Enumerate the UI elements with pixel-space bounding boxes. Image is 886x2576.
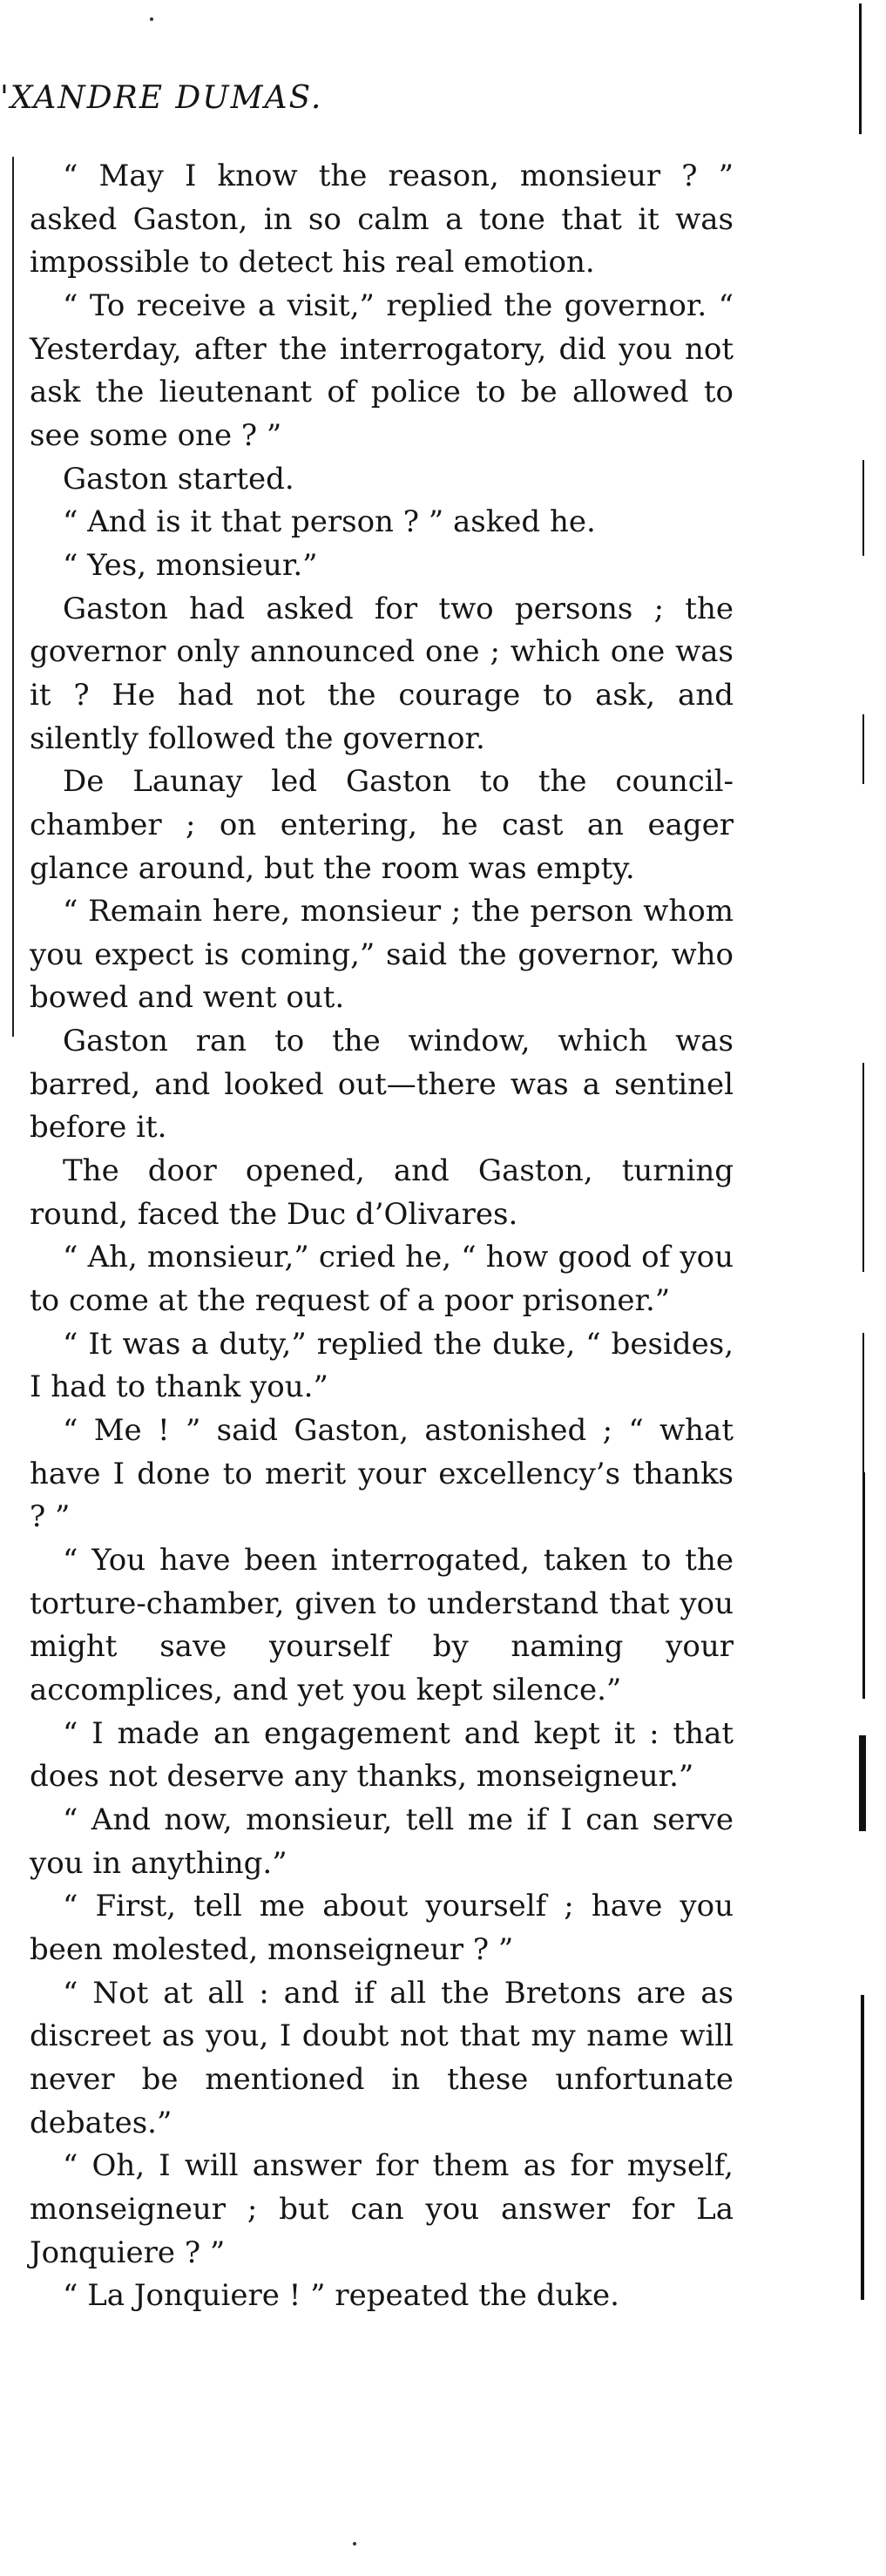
scan-dot-bottom — [353, 2542, 356, 2546]
paragraph-19: “ Oh, I will answer for them as for myself, monseigneur ; but can you answer for La Jonquiere ? ” — [30, 2148, 734, 2270]
scan-dot-top — [150, 17, 153, 21]
paragraph-12: “ It was a duty,” replied the duke, “ besides, I had to thank you.” — [30, 1326, 734, 1405]
edge-mark-middle-2 — [862, 1333, 864, 1472]
paragraph-5: “ Yes, monsieur.” — [63, 547, 318, 583]
edge-mark-middle — [862, 1063, 864, 1272]
paragraph-2: “ To receive a visit,” replied the governor. “ Yesterday, after the interrogatory, did you not ask the lieutenant of police to be allowed to see some one ? ” — [30, 287, 734, 453]
paragraph-18: “ Not at all : and if all the Bretons are as discreet as you, I doubt not that my name will never be mentioned in these unfortunate debates.” — [30, 1975, 734, 2140]
edge-mark-lower — [862, 1472, 865, 1699]
paragraph-9: Gaston ran to the window, which was barred, and looked out—there was a sentinel before it. — [30, 1024, 734, 1146]
paragraph-15: “ I made an engagement and kept it : that does not deserve any thanks, monseigneur.” — [30, 1715, 734, 1795]
paragraph-3: Gaston started. — [63, 461, 294, 497]
paragraph-1: “ May I know the reason, monsieur ? ” asked Gaston, in so calm a tone that it was impossible to detect his real emotion. — [30, 159, 734, 281]
paragraph-7: De Launay led Gaston to the council-chamber ; on entering, he cast an eager glance around, but the room was empty. — [30, 764, 734, 886]
paragraph-20: “ La Jonquiere ! ” repeated the duke. — [63, 2278, 619, 2314]
edge-mark-top — [859, 3, 862, 134]
paragraph-4: “ And is it that person ? ” asked he. — [63, 504, 596, 540]
paragraph-6: Gaston had asked for two persons ; the governor only announced one ; which one was it ? He had not the courage to ask, and silently followed the governor. — [30, 591, 734, 756]
edge-mark-upper — [862, 460, 864, 556]
paragraph-8: “ Remain here, monsieur ; the person whom you expect is coming,” said the governor, who bowed and went out. — [30, 894, 734, 1016]
paragraph-14: “ You have been interrogated, taken to the torture-chamber, given to understand that you might save yourself by naming your accomplices, and yet you kept silence.” — [30, 1543, 734, 1707]
edge-mark-bottom — [861, 1995, 864, 2300]
running-head: 'XANDRE DUMAS. — [0, 80, 323, 116]
paragraph-13: “ Me ! ” said Gaston, astonished ; “ what have I done to merit your excellency’s thanks ? ” — [30, 1413, 734, 1535]
paragraph-16: “ And now, monsieur, tell me if I can serve you in anything.” — [30, 1802, 734, 1881]
left-margin-rule — [12, 157, 14, 1037]
paragraph-10: The door opened, and Gaston, turning round, faced the Duc d’Olivares. — [30, 1153, 734, 1232]
paragraph-17: “ First, tell me about yourself ; have you been molested, monseigneur ? ” — [30, 1889, 734, 1967]
body-text — [30, 155, 734, 2318]
edge-mark-upper-2 — [862, 714, 864, 784]
paragraph-11: “ Ah, monsieur,” cried he, “ how good of you to come at the request of a poor prisoner.” — [30, 1240, 734, 1319]
edge-mark-thick — [859, 1735, 866, 1831]
